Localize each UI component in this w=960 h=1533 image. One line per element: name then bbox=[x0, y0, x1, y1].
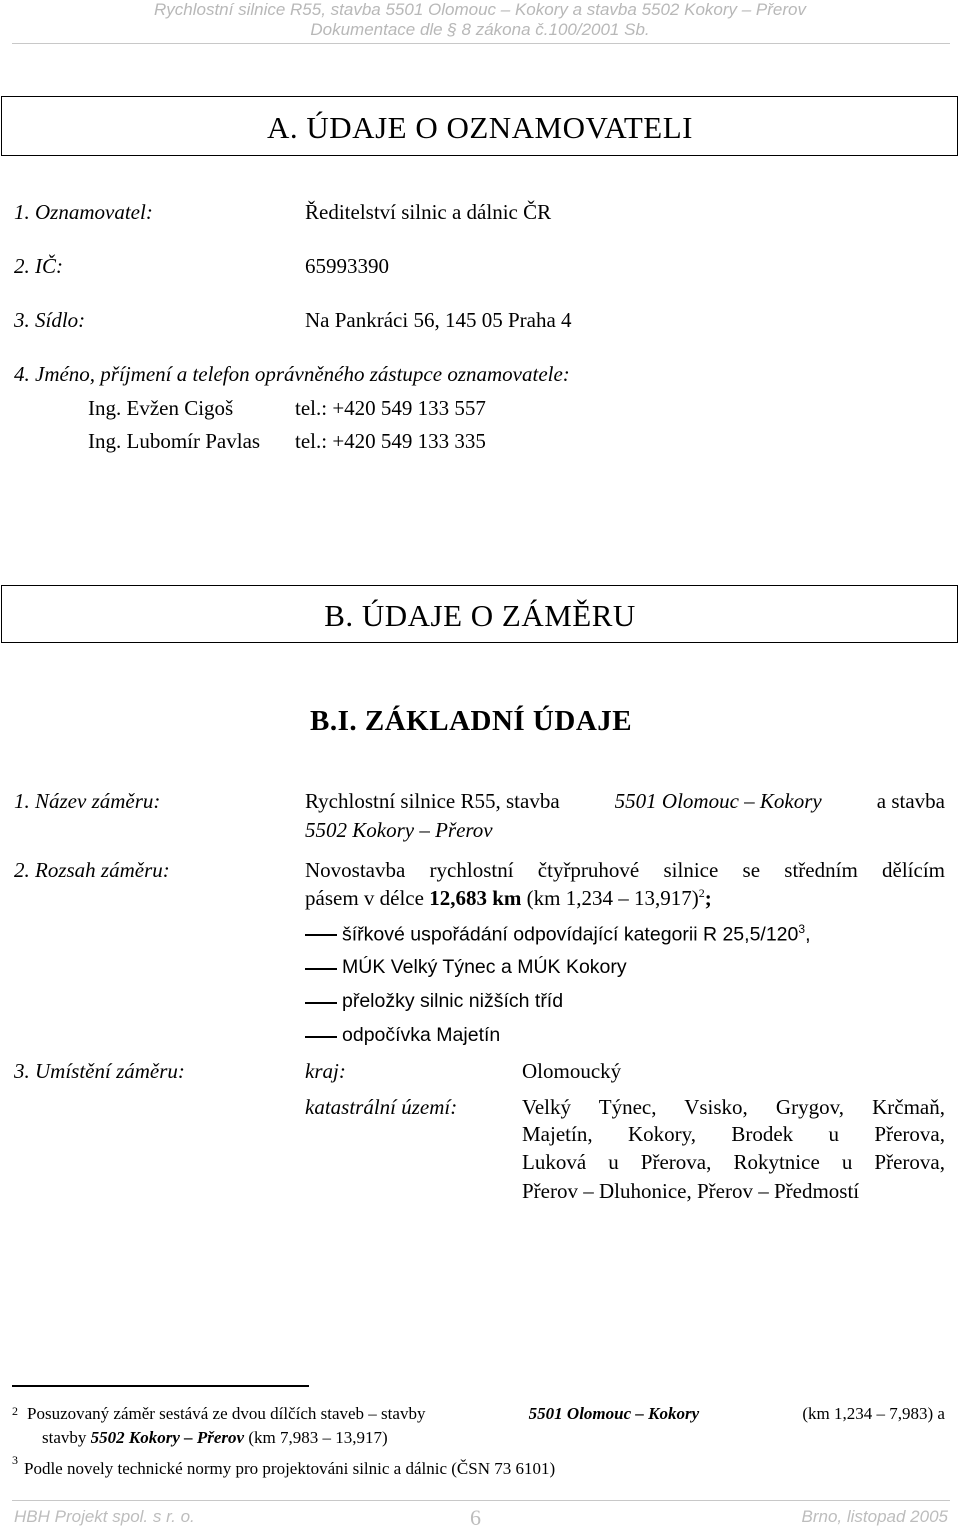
page-number: 6 bbox=[470, 1505, 481, 1530]
rep-phone-1: tel.: +420 549 133 557 bbox=[295, 396, 486, 420]
footnote-2-line2 bbox=[42, 1428, 388, 1448]
bullet-2: MÚK Velký Týnec a MÚK Kokory bbox=[342, 956, 627, 978]
region-value: Olomoucký bbox=[522, 1059, 622, 1083]
bullet-4: odpočívka Majetín bbox=[342, 1024, 501, 1046]
bullet-dash-4 bbox=[305, 1036, 337, 1038]
header-title: Rychlostní silnice R55, stavba 5501 Olomouc – Kokory a stavba 5502 Kokory – Přerov bbox=[153, 0, 806, 19]
section-b-title: B. ÚDAJE O ZÁMĚRU bbox=[324, 598, 636, 633]
scope-line2-a: pásem v délce bbox=[305, 886, 424, 910]
cadastre-line-4: Přerov – Dluhonice, Přerov – Předmostí bbox=[522, 1179, 860, 1203]
fn2-a: Posuzovaný záměr sestává ze dvou dílčích staveb – stavby bbox=[27, 1404, 426, 1423]
cadastre-label: katastrální území: bbox=[305, 1095, 458, 1119]
header-rule bbox=[12, 43, 950, 44]
cadastre-line-1: Velký Týnec, Vsisko, Grygov, Krčmaň, bbox=[522, 1095, 945, 1119]
location-label: 3. Umístění záměru: bbox=[14, 1059, 185, 1083]
footnote-ref-2: 2 bbox=[698, 886, 705, 900]
bullet-1-text: šířkové uspořádání odpovídající kategorii R 25,5/120 bbox=[342, 923, 799, 946]
fn2-e: 5502 Kokory – Přerov bbox=[90, 1428, 245, 1447]
header-subtitle: Dokumentace dle § 8 zákona č.100/2001 Sb. bbox=[310, 20, 650, 39]
scope-line2 bbox=[305, 886, 712, 911]
fn2-b: 5501 Olomouc – Kokory bbox=[528, 1404, 700, 1423]
scope-label: 2. Rozsah záměru: bbox=[14, 858, 170, 882]
bullet-dash-2 bbox=[305, 968, 337, 970]
project-name-line2: 5502 Kokory – Přerov bbox=[305, 818, 493, 842]
footnote-2-line1 bbox=[27, 1404, 945, 1424]
cadastre-line-2: Majetín, Kokory, Brodek u Přerova, bbox=[522, 1122, 945, 1146]
scope-km-range: (km 1,234 – 13,917) bbox=[526, 886, 699, 910]
footer-company: HBH Projekt spol. s r. o. bbox=[14, 1507, 195, 1526]
bullet-1 bbox=[342, 922, 810, 947]
section-b-subtitle: B.I. ZÁKLADNÍ ÚDAJE bbox=[310, 705, 633, 737]
footnote-3-number: 3 bbox=[12, 1453, 18, 1467]
section-a-title: A. ÚDAJE O OZNAMOVATELI bbox=[267, 110, 693, 145]
project-name-line1 bbox=[305, 789, 945, 814]
seat-value: Na Pankráci 56, 145 05 Praha 4 bbox=[305, 308, 572, 332]
project-name-part1: Rychlostní silnice R55, stavba bbox=[305, 789, 560, 813]
project-name-part2: 5501 Olomouc – Kokory bbox=[614, 789, 822, 813]
project-name-label: 1. Název záměru: bbox=[14, 789, 161, 813]
footnote-separator bbox=[12, 1385, 309, 1387]
scope-line1: Novostavba rychlostní čtyřpruhové silnice se středním dělícím bbox=[305, 858, 945, 882]
footer-place-date: Brno, listopad 2005 bbox=[801, 1507, 948, 1526]
bullet-3: přeložky silnic nižších tříd bbox=[342, 990, 564, 1012]
footnote-ref-3: 3 bbox=[798, 922, 806, 936]
fn2-c: (km 1,234 – 7,983) a bbox=[802, 1404, 945, 1423]
notifier-label: 1. Oznamovatel: bbox=[14, 200, 153, 224]
ic-label: 2. IČ: bbox=[14, 254, 63, 278]
cadastre-line-3: Luková u Přerova, Rokytnice u Přerova, bbox=[522, 1150, 945, 1174]
project-name-part3: a stavba bbox=[876, 789, 945, 813]
bullet-dash-3 bbox=[305, 1002, 337, 1004]
footnote-2-number: 2 bbox=[12, 1404, 18, 1418]
scope-line2-end: ; bbox=[704, 886, 712, 910]
representative-label: 4. Jméno, příjmení a telefon oprávněného zástupce oznamovatele: bbox=[14, 362, 570, 386]
notifier-value: Ředitelství silnic a dálnic ČR bbox=[305, 200, 552, 224]
footnote-3-text: Podle novely technické normy pro projektováni silnic a dálnic (ČSN 73 6101) bbox=[24, 1459, 556, 1478]
bullet-1-end: , bbox=[805, 923, 811, 946]
rep-name-2: Ing. Lubomír Pavlas bbox=[88, 429, 261, 453]
ic-value: 65993390 bbox=[305, 254, 389, 278]
seat-label: 3. Sídlo: bbox=[14, 308, 86, 332]
rep-phone-2: tel.: +420 549 133 335 bbox=[295, 429, 486, 453]
footer-rule bbox=[12, 1500, 950, 1501]
bullet-dash-1 bbox=[305, 934, 337, 936]
fn2-d: stavby bbox=[42, 1428, 87, 1447]
rep-name-1: Ing. Evžen Cigoš bbox=[88, 396, 234, 420]
region-label: kraj: bbox=[305, 1059, 346, 1083]
scope-length: 12,683 km bbox=[429, 886, 522, 910]
fn2-f: (km 7,983 – 13,917) bbox=[248, 1428, 388, 1447]
